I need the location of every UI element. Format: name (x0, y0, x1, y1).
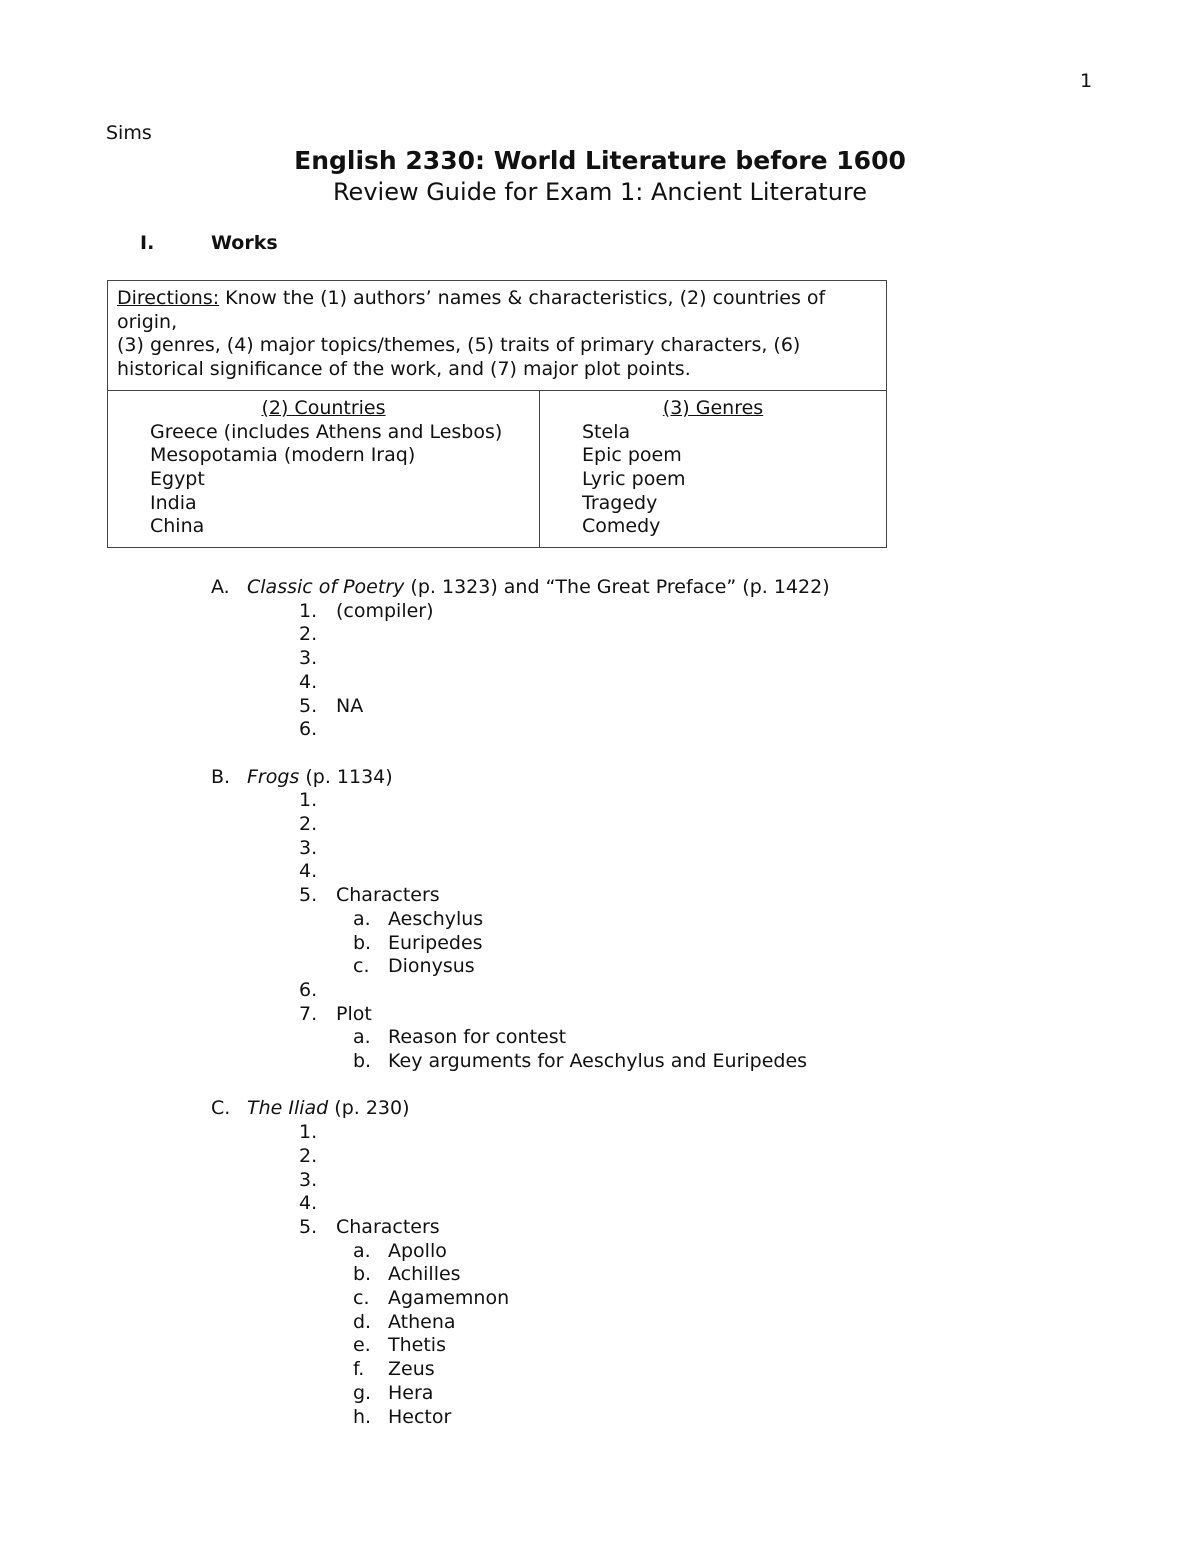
country-item: Mesopotamia (modern Iraq) (150, 444, 416, 467)
work-title: Classic of Poetry (247, 576, 405, 598)
list-item: 1. (299, 1121, 318, 1144)
list-item: 5. NA (299, 694, 364, 717)
sub-list-item: b. Euripedes (353, 931, 483, 954)
countries-list (117, 421, 530, 540)
document-title: English 2330: World Literature before 1600 (294, 146, 906, 175)
document-subtitle: Review Guide for Exam 1: Ancient Literature (332, 178, 868, 206)
sub-list-item: c. Agamemnon (353, 1287, 510, 1310)
countries-cell (108, 390, 540, 547)
genres-list (549, 421, 877, 540)
section-heading (140, 232, 278, 254)
sub-list-item: g. Hera (353, 1381, 434, 1404)
author-name: Sims (106, 122, 152, 144)
work-heading (0, 1097, 830, 1121)
list-item: 1. (compiler) (299, 599, 434, 622)
sub-list-item: d. Athena (353, 1310, 456, 1333)
list-item: 5. Characters (299, 1215, 440, 1238)
works-outline (0, 576, 830, 1453)
work-title: Frogs (247, 765, 300, 788)
country-item: Greece (includes Athens and Lesbos) (150, 420, 503, 443)
country-item: Egypt (150, 467, 205, 490)
work-reference: (p. 1134) (299, 765, 393, 788)
countries-heading: (2) Countries (261, 396, 386, 419)
list-item: 3. (299, 647, 318, 670)
country-item: China (150, 515, 205, 538)
directions-line-2: (3) genres, (4) major topics/themes, (5) traits of primary characters, (6) historical significance of the work, and (7) major plot points. (117, 334, 801, 381)
list-item: 1. (299, 789, 318, 812)
page-number: 1 (1080, 70, 1093, 92)
work-title: The Iliad (247, 1097, 329, 1120)
genres-cell (540, 390, 887, 547)
list-item: 2. (299, 1144, 318, 1167)
work-heading (0, 766, 830, 790)
work-the-iliad (0, 1097, 830, 1429)
genre-item: Epic poem (582, 444, 682, 467)
list-item: 4. (299, 670, 318, 693)
sub-list-item: a. Apollo (353, 1239, 447, 1262)
work-classic-of-poetry (0, 576, 830, 742)
work-letter: B. (211, 765, 231, 788)
genres-heading: (3) Genres (662, 396, 764, 419)
directions-label: Directions: (117, 287, 220, 309)
list-item: 2. (299, 813, 318, 836)
sub-list-item: a. Reason for contest (353, 1026, 567, 1049)
genre-item: Lyric poem (582, 467, 686, 490)
sub-list-item: e. Thetis (353, 1334, 446, 1357)
country-item: India (150, 491, 197, 514)
directions-cell (108, 281, 887, 391)
sub-list-item: c. Dionysus (353, 955, 475, 978)
list-item: 7. Plot (299, 1002, 372, 1025)
directions-line-1: Know the (1) authors’ names & characteristics, (2) countries of origin, (117, 287, 826, 333)
list-item: 4. (299, 1192, 318, 1215)
sub-list-item: b. Key arguments for Aeschylus and Euripedes (353, 1050, 808, 1073)
directions-table (107, 280, 887, 548)
genre-item: Comedy (582, 515, 661, 538)
list-item: 4. (299, 860, 318, 883)
genre-item: Stela (582, 420, 631, 443)
sub-list-item: h. Hector (353, 1405, 452, 1428)
section-label: Works (211, 232, 278, 254)
list-item: 5. Characters (299, 884, 440, 907)
work-heading (0, 576, 830, 600)
work-frogs (0, 766, 830, 1074)
section-number: I. (140, 232, 155, 254)
work-letter: A. (211, 576, 230, 598)
sub-list-item: b. Achilles (353, 1263, 461, 1286)
work-reference: (p. 1323) and “The Great Preface” (p. 1422) (404, 576, 830, 598)
list-item: 3. (299, 1168, 318, 1191)
list-item: 3. (299, 836, 318, 859)
work-letter: C. (211, 1097, 231, 1120)
work-reference: (p. 230) (328, 1097, 410, 1120)
list-item: 6. (299, 718, 318, 741)
list-item: 2. (299, 623, 318, 646)
sub-list-item: f. Zeus (353, 1358, 435, 1381)
sub-list-item: a. Aeschylus (353, 907, 484, 930)
genre-item: Tragedy (582, 491, 658, 514)
list-item: 6. (299, 978, 318, 1001)
